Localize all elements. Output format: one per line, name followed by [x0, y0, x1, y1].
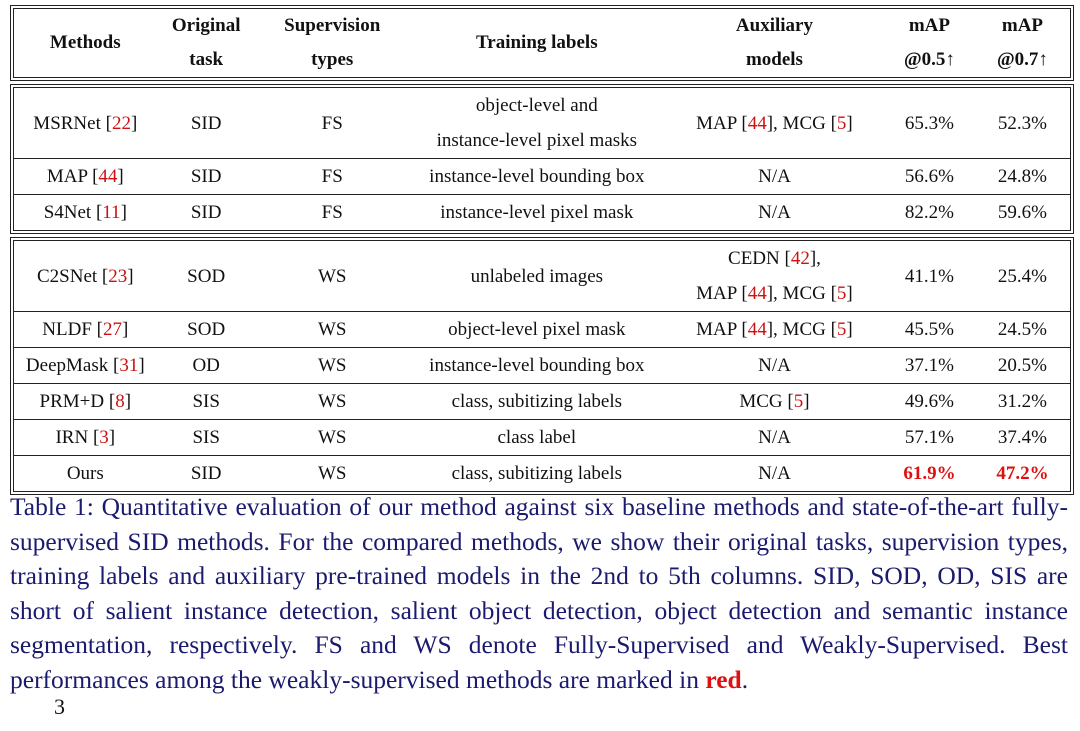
map07-cell: 59.6%: [975, 195, 1070, 231]
weakly-supervised-block: [13, 240, 1071, 492]
citation-ref: 5: [793, 391, 804, 412]
map05-cell: 45.5%: [884, 312, 975, 348]
map05-cell: 41.1%: [904, 265, 954, 287]
map07-cell: 25.4%: [997, 265, 1047, 287]
task-cell: SID: [190, 112, 222, 134]
map05-cell: 82.2%: [884, 195, 975, 231]
citation-ref: 44: [98, 166, 118, 187]
auxiliary-models-cell: [665, 348, 884, 384]
method-name: DeepMask: [25, 355, 109, 376]
label-line: instance-level bounding box: [429, 355, 645, 376]
method-cell: MAP [44]: [14, 159, 157, 195]
training-labels-cell: [409, 456, 665, 492]
header-map-07: mAP @0.7↑: [996, 15, 1048, 70]
label-line: class, subitizing labels: [451, 391, 623, 412]
map07-cell: 37.4%: [975, 420, 1070, 456]
supervision-cell: WS: [256, 456, 409, 492]
task-cell: OD: [157, 348, 256, 384]
citation-ref: 27: [102, 319, 122, 340]
citation-ref: 5: [836, 112, 847, 134]
supervision-cell: WS: [256, 348, 409, 384]
supervision-cell: FS: [256, 159, 409, 195]
label-line: instance-level bounding box: [429, 166, 645, 187]
page-number: 3: [54, 694, 65, 719]
table-row: [14, 456, 1070, 492]
citation-ref: 8: [115, 391, 125, 412]
aux-text: N/A: [758, 202, 791, 223]
method-cell: MSRNet [22]: [33, 112, 138, 134]
table-row: [14, 312, 1070, 348]
aux-text: CEDN: [728, 248, 785, 269]
supervision-cell: FS: [256, 195, 409, 231]
table-row: [14, 241, 1070, 312]
caption-text: Table 1: Quantitative evaluation of our method against six baseline methods and state-of-the-art fully-supervised SID methods. For the compared methods, we show their original tasks, supervision types, training labels and auxiliary pre-trained models in the 2nd to 5th columns. SID, SOD, OD, SIS are short of salient instance detection, salient object detection, object detection and semantic instance segmentation, respectively. FS and WS denote Fully-Supervised and Weakly-Supervised. Best performances among the weakly-supervised methods are marked in: [10, 492, 1068, 694]
map07-cell: 47.2%: [975, 456, 1070, 492]
map05-cell: 61.9%: [884, 456, 975, 492]
method-cell: NLDF [27]: [14, 312, 157, 348]
table-row: [14, 159, 1070, 195]
map07-cell: 31.2%: [975, 384, 1070, 420]
task-cell: SID: [157, 456, 256, 492]
auxiliary-models-cell: MAP [44], MCG [5]: [665, 312, 884, 348]
training-labels-cell: [409, 420, 665, 456]
header-supervision-types: Supervision types: [284, 15, 381, 70]
training-labels-cell: [409, 88, 665, 159]
table-caption: Table 1: Quantitative evaluation of our method against six baseline methods and state-of-the-art fully-supervised SID methods. For the compared methods, we show their original tasks, supervision types, training labels and auxiliary pre-trained models in the 2nd to 5th columns. SID, SOD, OD, SIS are short of salient instance detection, salient object detection, object detection and semantic instance segmentation, respectively. FS and WS denote Fully-Supervised and Weakly-Supervised. Best performances among the weakly-supervised methods are marked in red.: [10, 492, 1068, 694]
map07-cell: 24.8%: [975, 159, 1070, 195]
method-cell: [14, 456, 157, 492]
aux-text: N/A: [758, 166, 791, 187]
table-row: [14, 384, 1070, 420]
table-header-block: [13, 8, 1071, 78]
fully-supervised-block: [13, 87, 1071, 231]
aux-text: ,: [816, 248, 821, 269]
method-cell: C2SNet [23]: [36, 265, 134, 287]
task-cell: SID: [157, 159, 256, 195]
method-name: IRN: [55, 427, 89, 448]
header-auxiliary-models: Auxiliary models: [735, 15, 813, 70]
table-row: [14, 195, 1070, 231]
results-table: [10, 8, 1074, 492]
task-cell: SIS: [157, 384, 256, 420]
task-cell: SOD: [187, 265, 226, 287]
citation-ref: 44: [747, 112, 767, 134]
auxiliary-models-cell: MCG [5]: [665, 384, 884, 420]
header-original-task: Original task: [171, 15, 241, 70]
aux-text: , MCG: [773, 319, 831, 340]
citation-ref: 44: [747, 319, 767, 340]
map05-cell: 49.6%: [884, 384, 975, 420]
aux-text: N/A: [758, 427, 791, 448]
training-labels-cell: [409, 159, 665, 195]
citation-ref: 31: [119, 355, 139, 376]
aux-text: N/A: [758, 463, 791, 484]
method-name: MSRNet: [33, 112, 101, 134]
table-row: [14, 88, 1070, 159]
supervision-cell: WS: [256, 384, 409, 420]
method-name: S4Net: [43, 202, 92, 223]
method-name: NLDF: [42, 319, 92, 340]
label-line: object-level and: [475, 95, 598, 116]
citation-ref: 22: [111, 112, 131, 134]
method-cell: S4Net [11]: [14, 195, 157, 231]
method-name: MAP: [46, 166, 88, 187]
training-labels-cell: [409, 384, 665, 420]
citation-ref: 44: [747, 283, 767, 304]
header-methods: Methods: [49, 32, 121, 53]
method-name: PRM+D: [39, 391, 105, 412]
auxiliary-models-cell: [665, 456, 884, 492]
citation-ref: 42: [790, 248, 810, 269]
task-cell: SIS: [157, 420, 256, 456]
method-name: C2SNet: [36, 265, 98, 287]
citation-ref: 3: [99, 427, 109, 448]
header-training-labels: Training labels: [476, 32, 598, 53]
training-labels-cell: [409, 241, 665, 312]
map07-cell: 24.5%: [975, 312, 1070, 348]
aux-text: MAP: [696, 283, 742, 304]
task-cell: SID: [157, 195, 256, 231]
training-labels-cell: [409, 312, 665, 348]
training-labels-cell: [409, 195, 665, 231]
auxiliary-models-cell: CEDN [42], MAP [44], MCG [5]: [696, 248, 853, 304]
caption-red-word: red: [705, 664, 742, 694]
table-header-row: [14, 9, 1070, 77]
map05-cell: 65.3%: [904, 112, 954, 134]
map05-cell: 37.1%: [884, 348, 975, 384]
method-name: Ours: [66, 463, 104, 484]
aux-text: MAP: [696, 319, 742, 340]
supervision-cell: WS: [317, 265, 347, 287]
supervision-cell: FS: [321, 112, 343, 134]
auxiliary-models-cell: MAP [44], MCG [5]: [696, 112, 853, 134]
auxiliary-models-cell: [665, 159, 884, 195]
citation-ref: 5: [836, 283, 847, 304]
auxiliary-models-cell: [665, 420, 884, 456]
map05-cell: 57.1%: [884, 420, 975, 456]
method-cell: PRM+D [8]: [14, 384, 157, 420]
aux-text: , MCG: [773, 283, 831, 304]
label-line: class, subitizing labels: [451, 463, 623, 484]
table-row: [14, 348, 1070, 384]
aux-text: , MCG: [773, 112, 831, 134]
map05-cell: 56.6%: [884, 159, 975, 195]
label-line: unlabeled images: [470, 265, 604, 287]
training-labels-cell: [409, 348, 665, 384]
citation-ref: 23: [108, 265, 128, 287]
task-cell: SOD: [157, 312, 256, 348]
label-line: class label: [497, 427, 577, 448]
method-cell: DeepMask [31]: [14, 348, 157, 384]
map07-cell: 20.5%: [975, 348, 1070, 384]
aux-text: N/A: [758, 355, 791, 376]
method-cell: IRN [3]: [14, 420, 157, 456]
citation-ref: 11: [102, 202, 121, 223]
label-line: instance-level pixel mask: [440, 202, 634, 223]
map07-cell: 52.3%: [997, 112, 1047, 134]
citation-ref: 5: [836, 319, 847, 340]
label-line: object-level pixel mask: [448, 319, 626, 340]
header-map-05: mAP @0.5↑: [903, 15, 955, 70]
auxiliary-models-cell: [665, 195, 884, 231]
supervision-cell: WS: [256, 420, 409, 456]
table-row: [14, 420, 1070, 456]
aux-text: MCG: [739, 391, 788, 412]
label-line: instance-level pixel masks: [436, 130, 638, 151]
supervision-cell: WS: [256, 312, 409, 348]
aux-text: MAP: [696, 112, 742, 134]
